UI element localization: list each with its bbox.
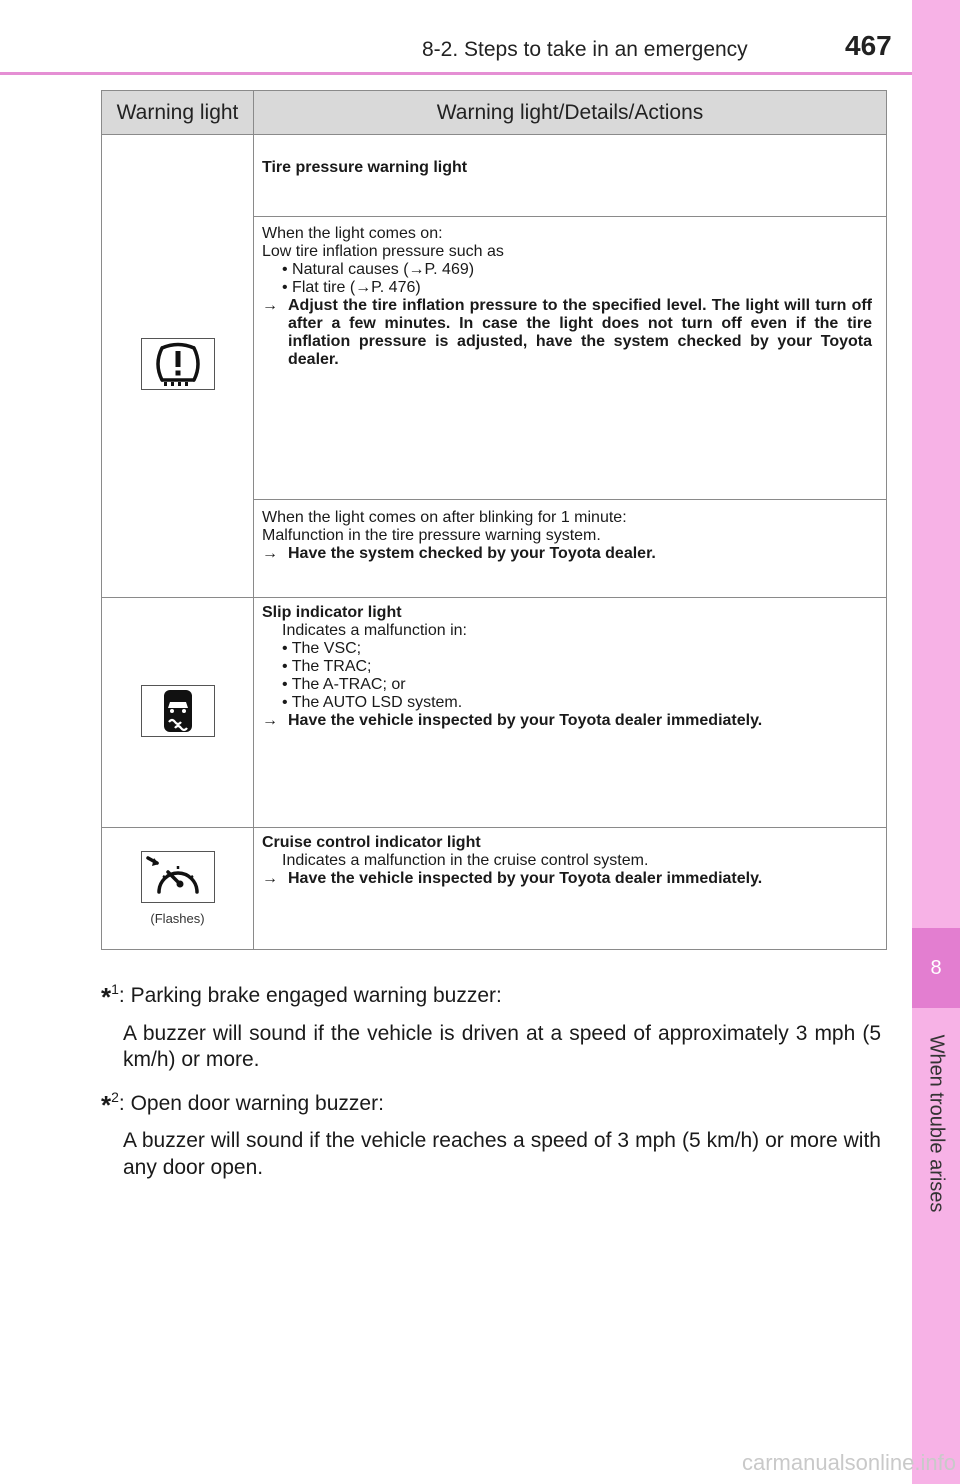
- tire-condition-1: When the light comes on:: [262, 225, 443, 242]
- slip-title: Slip indicator light: [262, 604, 402, 621]
- footnote-1-head: [101, 976, 881, 1011]
- cruise-action: [262, 870, 872, 888]
- footnote-number: 1: [111, 981, 119, 997]
- tire-cause-intro: Low tire inflation pressure such as: [262, 243, 504, 260]
- header-rule: [0, 72, 912, 75]
- tire-title-cell: [254, 135, 887, 217]
- footnote-1-title: : Parking brake engaged warning buzzer:: [118, 984, 502, 1007]
- slip-action-text: Have the vehicle inspected by your Toyota dealer immediately.: [288, 712, 763, 729]
- slip-intro: Indicates a malfunction in:: [282, 622, 467, 639]
- list-item: • Flat tire (→P. 476): [282, 279, 421, 296]
- cruise-detail-cell: [254, 828, 887, 950]
- flashes-caption: (Flashes): [150, 911, 205, 926]
- watermark: carmanualsonline.info: [741, 1450, 956, 1475]
- arrow-icon: →: [262, 545, 278, 562]
- arrow-icon: →: [262, 712, 278, 729]
- footnote-mark: *: [101, 982, 112, 1012]
- list-item: • The A-TRAC; or: [282, 676, 406, 693]
- table-header-row: [102, 91, 887, 135]
- arrow-icon: →: [262, 297, 278, 314]
- footnote-2-head: [101, 1084, 881, 1119]
- warning-light-table: [101, 90, 887, 950]
- chapter-side-tab: [912, 0, 960, 1484]
- page-number: 467: [845, 30, 892, 61]
- tire-blink-cell: [254, 500, 887, 598]
- slip-icon-cell: [102, 598, 254, 828]
- tire-action-1: [262, 297, 872, 369]
- cruise-icon-cell: [102, 828, 254, 950]
- tire-action-2-text: Have the system checked by your Toyota dealer.: [288, 545, 656, 562]
- chapter-title-vertical: [912, 1008, 960, 1238]
- list-item: • The VSC;: [282, 640, 362, 657]
- chapter-number-badge: 8: [912, 928, 960, 1008]
- list-item: • The AUTO LSD system.: [282, 694, 463, 711]
- tire-condition-2: When the light comes on after blinking for 1 minute:: [262, 509, 627, 526]
- tire-title: Tire pressure warning light: [262, 159, 468, 176]
- cruise-intro: Indicates a malfunction in the cruise control system.: [282, 852, 649, 869]
- slip-detail-cell: [254, 598, 887, 828]
- slip-indicator-icon: [141, 685, 215, 737]
- tire-action-2: [262, 545, 872, 563]
- col-header-details: Warning light/Details/Actions: [254, 91, 887, 135]
- footnote-1-body: A buzzer will sound if the vehicle is driven at a speed of approximately 3 mph (5 km/h) or more.: [123, 1021, 881, 1071]
- footnote-number: 2: [111, 1088, 119, 1105]
- table-row: [102, 828, 887, 950]
- list-item: • Natural causes (→P. 469): [282, 261, 475, 278]
- cruise-title: Cruise control indicator light: [262, 834, 481, 851]
- footnote-2-title: : Open door warning buzzer:: [118, 1091, 384, 1115]
- list-item: • The TRAC;: [282, 658, 372, 675]
- footnote-mark: *: [101, 1089, 112, 1120]
- tire-action-1-text: Adjust the tire inflation pressure to the specified level. The light will turn off after a few minutes. In case the light does not turn off even if the tire inflation pressure is adjusted, have the system checked by your Toyota dealer.: [288, 297, 872, 368]
- tire-icon-cell: [102, 135, 254, 598]
- footnote-2-body: A buzzer will sound if the vehicle reaches a speed of 3 mph (5 km/h) or more with any door open.: [123, 1129, 881, 1179]
- table-row: [102, 598, 887, 828]
- cruise-action-text: Have the vehicle inspected by your Toyota dealer immediately.: [288, 870, 763, 887]
- tire-detail-cell: [254, 217, 887, 500]
- section-title: 8-2. Steps to take in an emergency: [422, 38, 748, 61]
- tire-pressure-warning-icon: [141, 338, 215, 390]
- cruise-control-indicator-icon: [141, 851, 215, 903]
- tire-malfunction: Malfunction in the tire pressure warning system.: [262, 527, 601, 544]
- table-row: [102, 135, 887, 217]
- arrow-icon: →: [262, 870, 278, 887]
- footnotes: [101, 976, 881, 1181]
- col-header-warning-light: Warning light: [102, 91, 254, 135]
- slip-action: [262, 712, 872, 730]
- chapter-title-text: When trouble arises: [925, 1034, 948, 1212]
